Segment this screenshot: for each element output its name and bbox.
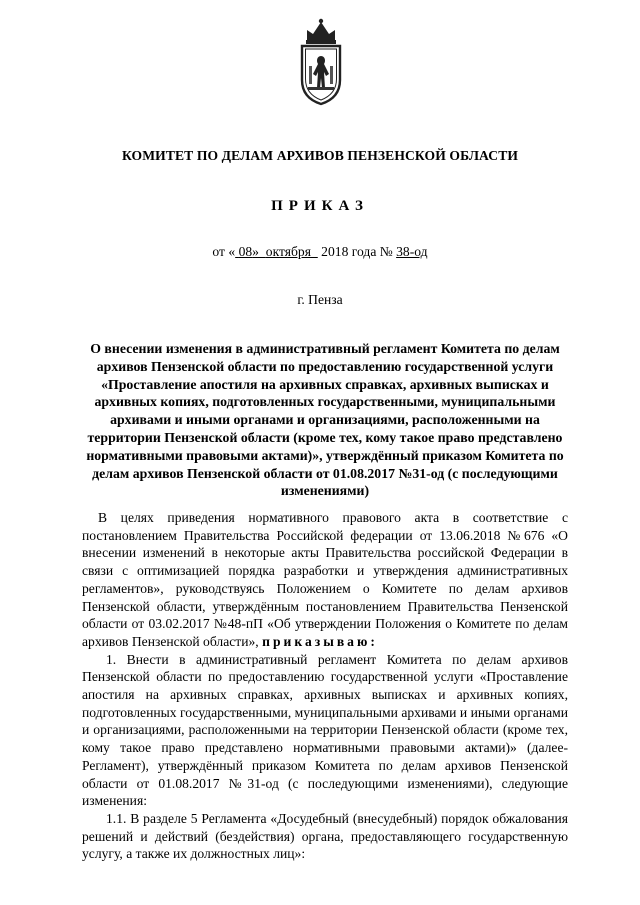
order-title: ПРИКАЗ	[271, 198, 369, 214]
date-year-label: 2018 года №	[321, 244, 393, 259]
order-word: приказываю:	[262, 633, 378, 649]
preamble-paragraph: В целях приведения нормативного правового акта в соответствие с постановлением Правительства Российской федерации от 13.06.2018 №676 «О внесении изменений в некоторые акты Правительства российской Федерации в связи с оптимизацией порядка разработки и утверждения административных регламентов», руководствуясь Положением о Комитете по делам архивов Пензенской области, утверждённым постановлением Правительства Пензенской области от 03.02.2017 №48-пП «Об утверждении Положения о Комитете по делам архивов Пензенской области», приказываю:	[82, 510, 568, 649]
date-day: 08» октября	[238, 244, 311, 259]
order-number: 38-од	[396, 244, 428, 259]
committee-name: КОМИТЕТ ПО ДЕЛАМ АРХИВОВ ПЕНЗЕНСКОЙ ОБЛАСТИ	[121, 148, 519, 163]
order-subject: О внесении изменения в административный регламент Комитета по делам архивов Пензенской области по предоставлению государственной услуги «Проставление апостиля на архивных справках, архивных выписках и архивных копиях, подготовленных государственными, муниципальными архивами и иными органами и организациями, расположенными на территории Пензенской области (кроме тех, кому такое право представлено нормативными правовыми актами)», утверждённый приказом Комитета по делам архивов Пензенской области от 01.08.2017 №31-од (с последующими изменениями)	[86, 341, 564, 499]
coat-of-arms-icon	[298, 18, 344, 106]
city: г. Пенза	[297, 292, 343, 307]
date-from-label: от «	[212, 244, 236, 259]
order-date-line	[0, 244, 640, 260]
order-body	[82, 509, 568, 863]
item-1-paragraph: 1. Внести в административный регламент Комитета по делам архивов Пензенской области по предоставлению государственной услуги «Проставление апостиля на архивных справках, архивных выписках и архивных копиях, подготовленных государственными, муниципальными архивами и иными органами и организациями, расположенными на территории Пензенской области (кроме тех, кому такое право представлено нормативными правовыми актами)» (далее-Регламент), утверждённый приказом Комитета по делам архивов Пензенской области от 01.08.2017 №31-од (с последующими изменениями), следующие изменения:	[82, 651, 568, 809]
item-1-1-paragraph: 1.1. В разделе 5 Регламента «Досудебный (внесудебный) порядок обжалования решений и действий (бездействия) органа, предоставляющего государственную услугу, а также их должностных лиц»:	[82, 810, 568, 862]
